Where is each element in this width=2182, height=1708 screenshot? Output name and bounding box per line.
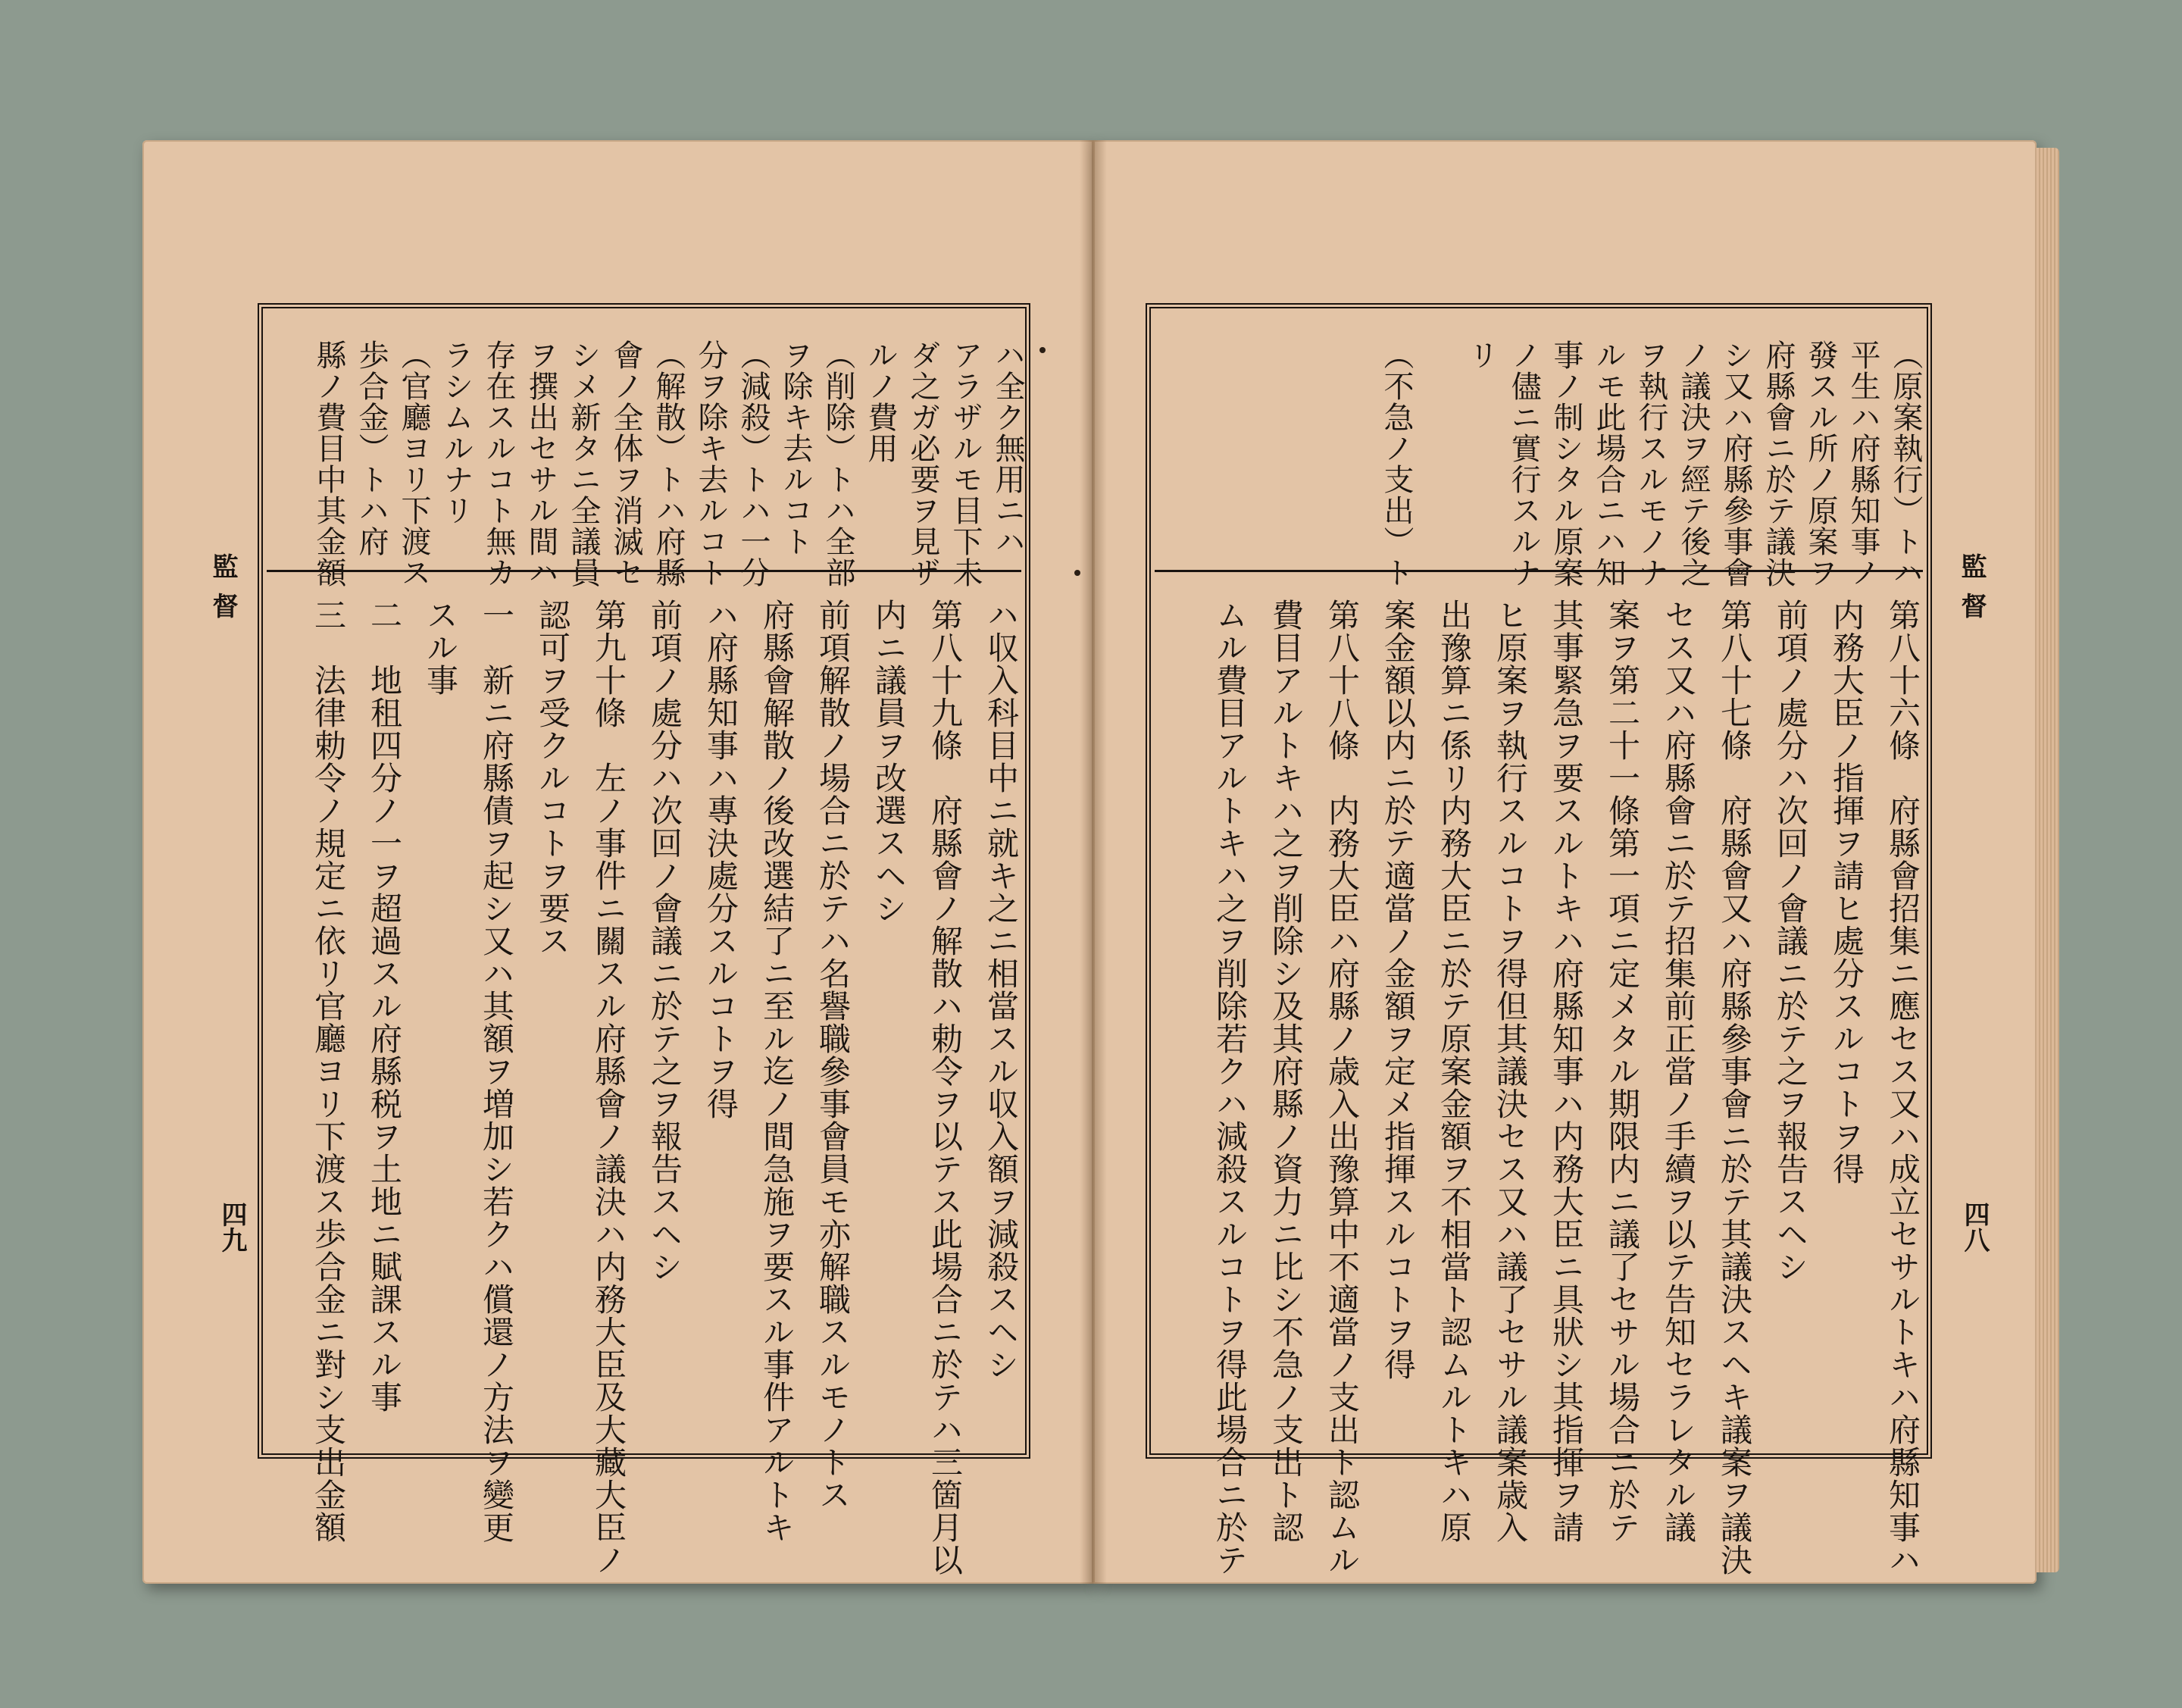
note-column: ハ全ク無用ニハ [990,339,1025,557]
body-column: 出豫算ニ係リ内務大臣ニ於テ原案金額ヲ不相當ト認ムルトキハ原 [1436,599,1473,1544]
body-column: ハ府縣知事ハ專決處分スルコトヲ得 [702,599,739,1120]
ink-dot [1074,570,1080,576]
body-column: 三 法律勅令ノ規定ニ依リ官廳ヨリ下渡ス歩合金ニ對シ支出金額 [310,599,347,1544]
body-column: ムル費目アルトキハ之ヲ削除若クハ減殺スルコトヲ得此場合ニ於テ [1211,599,1249,1576]
note-column: 歩合金）トハ府 [354,339,389,557]
note-column: シメ新タニ全議員 [566,339,601,588]
body-column: 第九十條 左ノ事件ニ關スル府縣會ノ議決ハ内務大臣及大藏大臣ノ [590,599,627,1576]
note-column: ヲ除キ去ルコト [778,339,813,557]
right-running-head: 監督 [1956,553,1987,632]
body-column: ハ収入科目中ニ就キ之ニ相當スル収入額ヲ減殺スヘシ [983,599,1020,1381]
body-column: セス又ハ府縣會ニ於テ招集前正當ノ手續ヲ以テ告知セラレタル議 [1660,599,1697,1544]
body-column: 内務大臣ノ指揮ヲ請ヒ處分スルコトヲ得 [1828,599,1865,1185]
body-column: 認可ヲ受クルコトヲ要ス [534,599,571,957]
note-column: ダ之ガ必要ヲ見ザ [905,339,940,588]
note-column: アラザルモ目下未 [948,339,983,588]
note-column: ノ議決ヲ經テ後之 [1676,339,1711,588]
left-running-head: 監督 [208,553,238,632]
note-column: 府縣會ニ於テ議決 [1761,339,1796,588]
note-column: （不急ノ支出）ト [1379,339,1414,588]
note-column: ルモ此場合ニハ知 [1591,339,1626,588]
body-column: 一 新ニ府縣債ヲ起シ又ハ其額ヲ増加シ若クハ償還ノ方法ヲ變更 [478,599,515,1544]
note-column: 存在スルコト無カ [481,339,516,588]
note-column: （減殺）トハ一分 [736,339,771,588]
note-column: 會ノ全体ヲ消滅セ [608,339,643,588]
note-column: ノ儘ニ實行スルナ [1506,339,1541,588]
note-column: リ [1464,339,1499,371]
note-column: 縣ノ費目中其金額 [311,339,346,588]
body-column: 第八十九條 府縣會ノ解散ハ勅令ヲ以テス此場合ニ於テハ三箇月以 [927,599,964,1576]
body-column: 費目アルトキハ之ヲ削除シ及其府縣ノ資力ニ比シ不急ノ支出ト認 [1268,599,1305,1544]
note-column: 發スル所ノ原案ヲ [1803,339,1838,588]
note-column: 平生ハ府縣知事ノ [1846,339,1880,588]
body-column: 其事緊急ヲ要スルトキハ府縣知事ハ内務大臣ニ具狀シ其指揮ヲ請 [1548,599,1585,1544]
ink-dot [1039,347,1046,353]
note-column: ラシムルナリ [439,339,474,526]
note-column: （官廳ヨリ下渡ス [396,339,431,588]
body-column: 第八十六條 府縣會招集ニ應セス又ハ成立セサルトキハ府縣知事ハ [1884,599,1921,1576]
note-column: ヲ撰出セサル間ハ [524,339,558,588]
body-column: ヒ原案ヲ執行スルコトヲ得但其議決セス又ハ議了セサル議案歳入 [1492,599,1529,1544]
body-column: 案ヲ第二十一條第一項ニ定メタル期限内ニ議了セサル場合ニ於テ [1604,599,1641,1544]
body-column: 第八十八條 内務大臣ハ府縣ノ歳入出豫算中不適當ノ支出ト認ムル [1324,599,1361,1576]
note-column: （解散）トハ府縣 [651,339,686,588]
right-page-number: 四八 [1959,1201,1990,1253]
body-column: スル事 [422,599,459,696]
note-column: （削除）トハ全部 [821,339,855,588]
body-column: 府縣會解散ノ後改選結了ニ至ル迄ノ間急施ヲ要スル事件アルトキ [758,599,796,1544]
body-column: 前項ノ處分ハ次回ノ會議ニ於テ之ヲ報告スヘシ [646,599,683,1283]
note-column: （原案執行）トハ [1888,339,1923,588]
note-column: ヲ執行スルモノナ [1633,339,1668,588]
note-column: ルノ費用 [863,339,898,464]
body-column: 案金額以内ニ於テ適當ノ金額ヲ定メ指揮スルコトヲ得 [1380,599,1417,1381]
note-column: 事ノ制シタル原案 [1549,339,1583,588]
body-column: 前項ノ處分ハ次回ノ會議ニ於テ之ヲ報告スヘシ [1772,599,1809,1283]
left-page-number: 四九 [217,1201,247,1253]
page-edges [2037,148,2059,1572]
body-column: 前項解散ノ場合ニ於テハ名譽職參事會員モ亦解職スルモノトス [814,599,852,1511]
body-column: 第八十七條 府縣會又ハ府縣參事會ニ於テ其議決スヘキ議案ヲ議決 [1716,599,1753,1576]
note-column: 分ヲ除キ去ルコト [693,339,728,588]
note-column: シ又ハ府縣參事會 [1718,339,1753,588]
book-gutter [1080,140,1107,1584]
body-column: 二 地租四分ノ一ヲ超過スル府縣税ヲ土地ニ賦課スル事 [366,599,403,1413]
body-column: 内ニ議員ヲ改選スヘシ [871,599,908,924]
